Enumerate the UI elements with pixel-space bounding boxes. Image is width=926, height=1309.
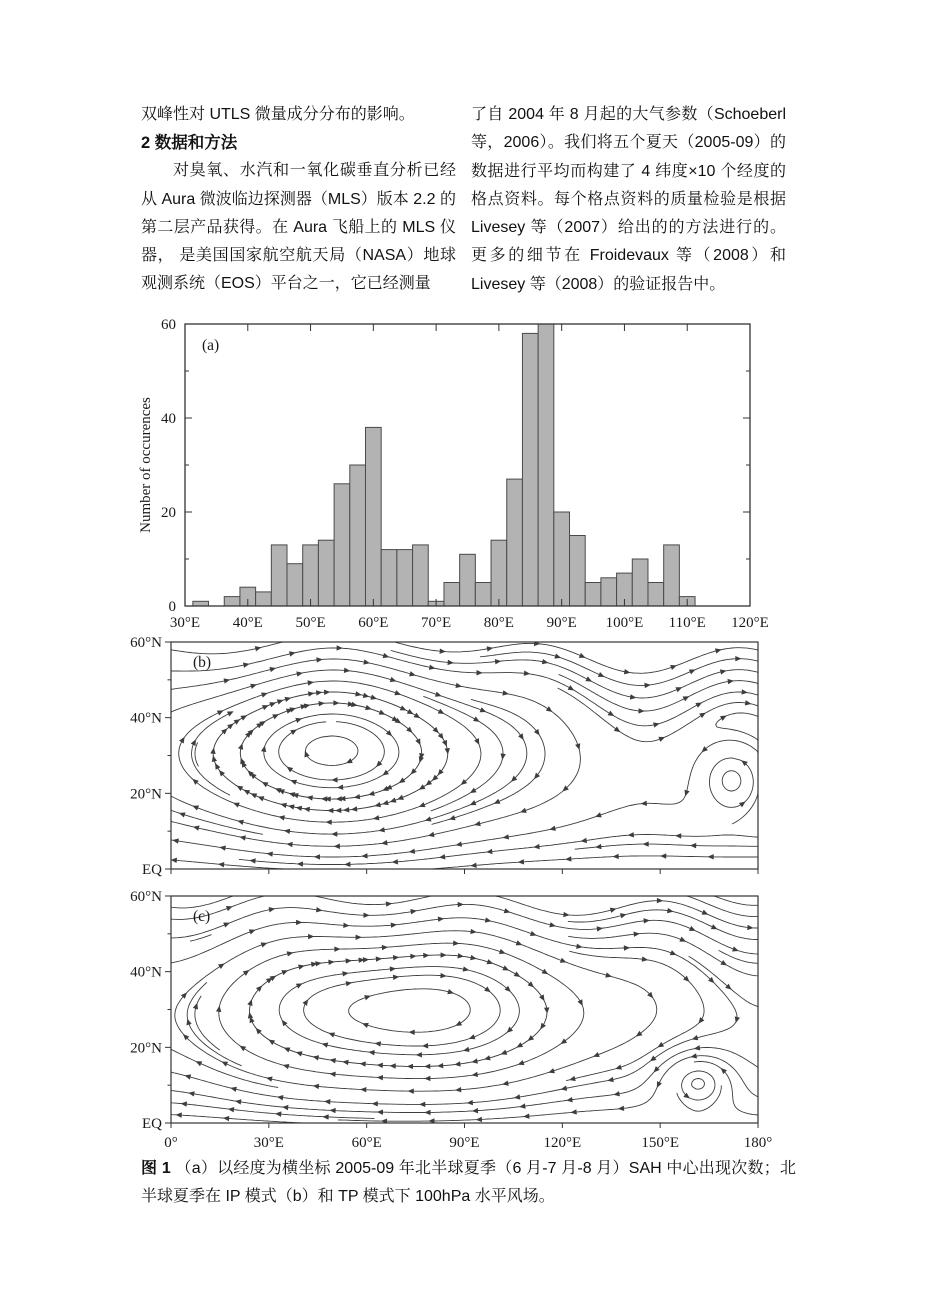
svg-text:80°E: 80°E bbox=[483, 615, 514, 631]
svg-text:(c): (c) bbox=[193, 908, 211, 925]
svg-text:180°: 180° bbox=[743, 1135, 773, 1151]
left-paragraph: 对臭氧、水汽和一氧化碳垂直分析已经从 Aura 微波临边探测器（MLS）版本 2.2 的第二层产品获得。在 Aura 飞船上的 MLS 仪器， 是美国国家航空航天局（NASA）地球观测系统（EOS）平台之一，它已经测量 bbox=[141, 162, 456, 293]
svg-text:70°E: 70°E bbox=[421, 615, 452, 631]
figure-caption-text: （a）以经度为横坐标 2005-09 年北半球夏季（6 月-7 月-8 月）SAH 中心出现次数；北半球夏季在 IP 模式（b）和 TP 模式下 100hPa 水平风场。 bbox=[141, 1160, 796, 1205]
svg-text:100°E: 100°E bbox=[605, 615, 644, 631]
right-paragraph: 了自 2004 年 8 月起的大气参数（Schoeberl 等，2006）。我们将五个夏天（2005-09）的数据进行平均而构建了 4 纬度×10 个经度的格点资料。每个格点资料的质量检验是根据 Livesey 等（2007）给出的的方法进行的。 更多的细节在 Froidevaux 等（2008）和 Livesey 等（2008）的验证报告中。 bbox=[471, 106, 786, 293]
svg-text:20: 20 bbox=[161, 505, 176, 521]
streamline-panel-b bbox=[129, 635, 809, 885]
svg-text:40: 40 bbox=[161, 411, 176, 427]
intro-line: 双峰性对 UTLS 微量成分分布的影响。 bbox=[141, 106, 415, 123]
svg-text:40°N: 40°N bbox=[130, 710, 162, 727]
svg-text:20°N: 20°N bbox=[130, 1040, 162, 1057]
svg-text:110°E: 110°E bbox=[668, 615, 706, 631]
section-heading: 2 数据和方法 bbox=[141, 134, 238, 153]
svg-text:150°E: 150°E bbox=[641, 1135, 680, 1151]
streamline-panel-c bbox=[129, 889, 809, 1153]
svg-text:EQ: EQ bbox=[142, 1116, 162, 1132]
svg-text:120°E: 120°E bbox=[731, 615, 769, 631]
svg-text:20°N: 20°N bbox=[130, 786, 162, 803]
svg-text:90°E: 90°E bbox=[546, 615, 577, 631]
left-column bbox=[141, 101, 456, 299]
svg-text:0°: 0° bbox=[164, 1135, 178, 1151]
svg-text:(a): (a) bbox=[202, 337, 220, 354]
svg-text:50°E: 50°E bbox=[295, 615, 326, 631]
svg-text:60°N: 60°N bbox=[130, 635, 162, 651]
svg-text:120°E: 120°E bbox=[543, 1135, 582, 1151]
figure-caption-label: 图 1 bbox=[141, 1160, 171, 1177]
histogram-panel-a bbox=[136, 317, 776, 632]
svg-text:40°N: 40°N bbox=[130, 964, 162, 981]
svg-text:0: 0 bbox=[168, 599, 176, 615]
right-column bbox=[471, 101, 786, 299]
svg-text:90°E: 90°E bbox=[449, 1135, 480, 1151]
svg-text:60: 60 bbox=[161, 317, 176, 333]
svg-text:30°E: 30°E bbox=[169, 615, 201, 631]
svg-text:Number of occurences: Number of occurences bbox=[138, 397, 154, 533]
svg-text:30°E: 30°E bbox=[253, 1135, 284, 1151]
svg-text:60°E: 60°E bbox=[358, 615, 389, 631]
svg-text:40°E: 40°E bbox=[232, 615, 263, 631]
svg-text:60°N: 60°N bbox=[130, 889, 162, 905]
svg-text:60°E: 60°E bbox=[351, 1135, 382, 1151]
svg-text:(b): (b) bbox=[193, 654, 212, 671]
figure-caption bbox=[141, 1155, 796, 1210]
svg-text:EQ: EQ bbox=[142, 862, 162, 878]
